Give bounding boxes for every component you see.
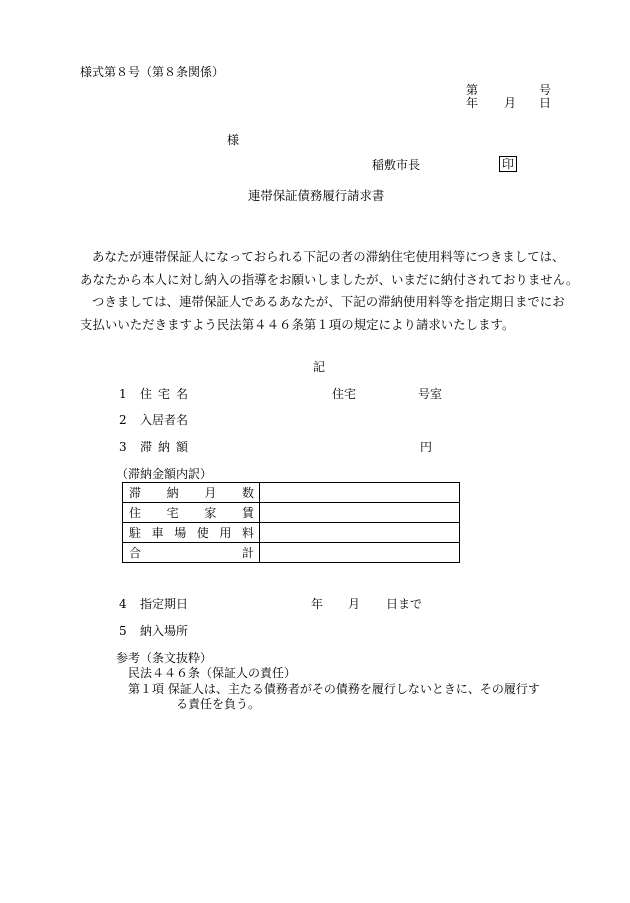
row-label-rent — [123, 503, 260, 523]
label-char: 納 — [166, 486, 179, 500]
item-3-label — [140, 441, 188, 453]
date-year: 年 — [466, 96, 479, 110]
row-value-rent[interactable] — [260, 503, 460, 523]
number-dai: 第 — [466, 83, 479, 97]
date-day: 日 — [539, 96, 552, 110]
form-number: 様式第８号（第８条関係） — [80, 65, 225, 79]
row-label-total — [123, 543, 260, 563]
row-label-parking — [123, 523, 260, 543]
row-value-parking[interactable] — [260, 523, 460, 543]
item-4-number: 4 — [119, 597, 127, 611]
item-3-yen: 円 — [420, 440, 433, 454]
label-char: 車 — [151, 526, 164, 540]
ki-heading: 記 — [313, 360, 326, 374]
table-row — [123, 483, 460, 503]
item-3-label-char: 滞 — [140, 440, 153, 454]
label-char: 料 — [241, 526, 254, 540]
body-line-3: つきましては、連帯保証人であるあなたが、下記の滞納使用料等を指定期日までにお — [92, 294, 565, 309]
document-title: 連帯保証債務履行請求書 — [248, 188, 385, 203]
label-char: 家 — [204, 506, 217, 520]
date-month: 月 — [504, 96, 517, 110]
row-label-months — [123, 483, 260, 503]
item-4-label: 指定期日 — [140, 597, 189, 611]
item-1-jutaku: 住宅 — [332, 387, 357, 401]
addressee-suffix: 様 — [227, 133, 240, 147]
item-2-label: 入居者名 — [140, 413, 189, 427]
item-5-number: 5 — [119, 624, 127, 638]
reference-heading: 参考（条文抜粋） — [116, 651, 213, 665]
item-1-number: 1 — [119, 387, 127, 401]
item-3-label-char: 額 — [176, 440, 189, 454]
body-line-2: あなたから本人に対し納入の指導をお願いしましたが、いまだに納付されておりません。 — [80, 272, 579, 287]
breakdown-table — [122, 482, 460, 563]
item-4-year: 年 — [311, 597, 324, 611]
label-char: 場 — [174, 526, 187, 540]
item-5-label: 納入場所 — [140, 624, 189, 638]
item-4-month: 月 — [348, 597, 361, 611]
number-go: 号 — [539, 83, 552, 97]
breakdown-caption: （滞納金額内訳） — [116, 467, 213, 481]
label-char: 駐 — [129, 526, 142, 540]
item-1-goshitsu: 号室 — [418, 387, 443, 401]
seal-mark: 印 — [499, 156, 517, 172]
body-line-4: 支払いいただきますよう民法第４４６条第１項の規定により請求いたします。 — [80, 317, 515, 332]
item-3-label-char: 納 — [158, 440, 171, 454]
item-4-until: 日まで — [386, 597, 423, 611]
reference-clause-line2: る責任を負う。 — [176, 697, 261, 711]
item-1-label-char: 宅 — [158, 387, 171, 401]
row-value-total[interactable] — [260, 543, 460, 563]
label-char: 用 — [219, 526, 232, 540]
label-char: 使 — [196, 526, 209, 540]
reference-clause-line1: 第１項 保証人は、主たる債務者がその債務を履行しないときに、その履行す — [128, 682, 540, 696]
label-char: 宅 — [166, 506, 179, 520]
reference-law: 民法４４６条（保証人の責任） — [128, 666, 297, 680]
label-char: 賃 — [241, 506, 254, 520]
label-char: 月 — [204, 486, 217, 500]
item-3-number: 3 — [119, 440, 127, 454]
label-char: 滞 — [129, 486, 142, 500]
item-1-label-char: 住 — [140, 387, 153, 401]
sender: 稲敷市長 — [372, 158, 421, 172]
table-row — [123, 523, 460, 543]
label-char: 住 — [129, 506, 142, 520]
body-line-1: あなたが連帯保証人になっておられる下記の者の滞納住宅使用料等につきましては、 — [92, 249, 565, 264]
table-row — [123, 543, 460, 563]
item-1-label-char: 名 — [176, 387, 189, 401]
label-char: 計 — [241, 546, 254, 560]
item-1-label — [140, 388, 188, 400]
item-2-number: 2 — [119, 413, 127, 427]
table-row — [123, 503, 460, 523]
label-char: 合 — [129, 546, 142, 560]
row-value-months[interactable] — [260, 483, 460, 503]
label-char: 数 — [241, 486, 254, 500]
